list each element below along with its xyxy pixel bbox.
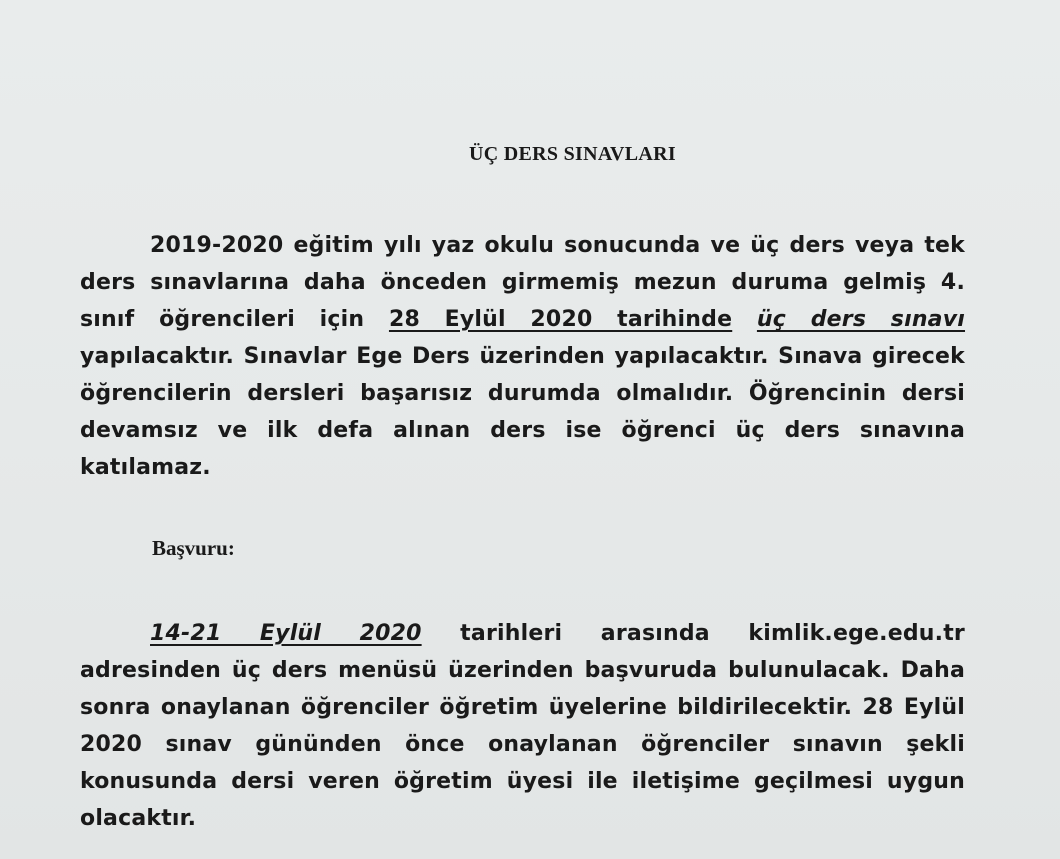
application-date-range: 14-21 Eylül 2020 — [150, 621, 422, 646]
intro-text-part1: 2019-2020 eğitim yılı yaz okulu sonucunda ve üç ders veya tek ders sınavlarına daha önceden girmemiş mezun duruma gelmiş 4. sınıf öğrencileri için — [80, 233, 965, 332]
application-url: kimlik.ege.edu.tr — [748, 621, 965, 646]
intro-space — [732, 307, 757, 332]
application-paragraph — [80, 615, 965, 837]
application-text-part2: adresinden üç ders menüsü üzerinden başvuruda bulunulacak. Daha sonra onaylanan öğrenciler öğretim üyelerine bildirilecektir. 28 Eylül 2020 sınav gününden önce onaylanan öğrenciler sınavın şekli konusunda dersi veren öğretim üyesi ile iletişime geçilmesi uygun olacaktır. — [80, 658, 965, 831]
exam-date: 28 Eylül 2020 tarihinde — [388, 307, 733, 332]
application-heading: Başvuru: — [152, 536, 235, 560]
application-text-part1: tarihleri arasında — [421, 621, 749, 646]
exam-name: üç ders sınavı — [756, 307, 966, 332]
intro-paragraph — [80, 227, 965, 486]
intro-text-part2: yapılacaktır. Sınavlar Ege Ders üzerinden yapılacaktır. Sınava girecek öğrencilerin dersleri başarısız durumda olmalıdır. Öğrencinin dersi devamsız ve ilk defa alınan ders ise öğrenci üç ders sınavına katılamaz. — [80, 344, 965, 480]
document-title: ÜÇ DERS SINAVLARI — [468, 143, 676, 165]
